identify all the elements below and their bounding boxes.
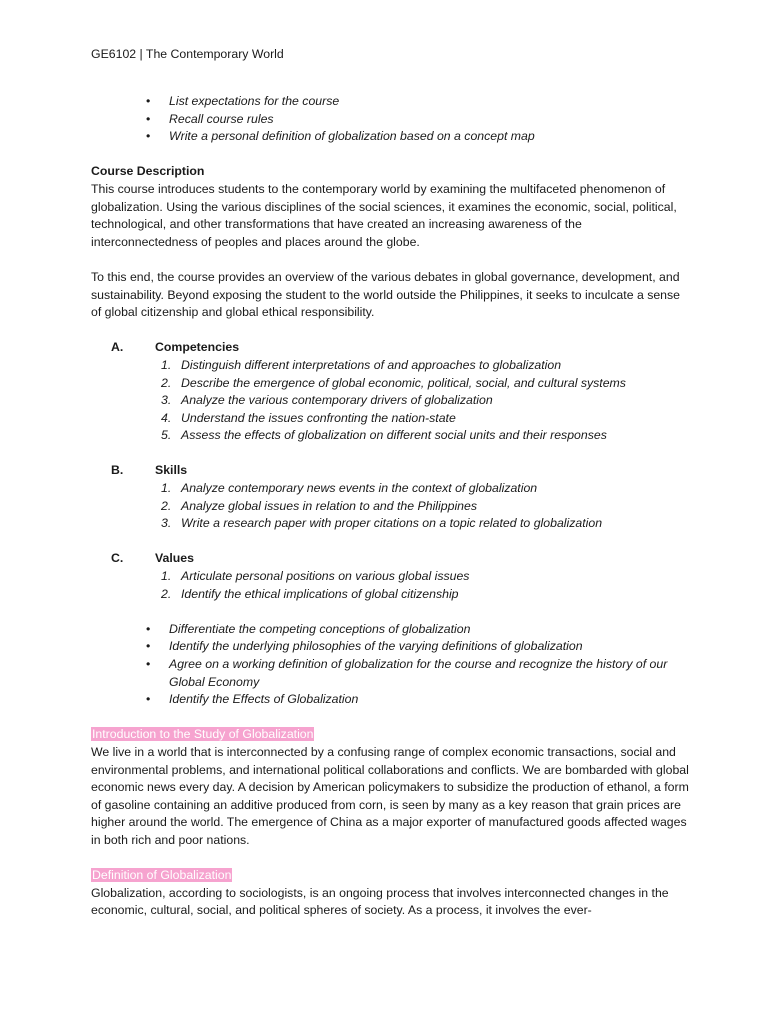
page-header: GE6102 | The Contemporary World [91,47,284,61]
list-item: 5. Assess the effects of globalization on different social units and their responses [161,428,607,443]
definition-section-paragraph: Globalization, according to sociologists, is an ongoing process that involves interconnected changes in the economic, cultural, social, and political spheres of society. As a process, it involves the ever- [91,885,669,918]
list-item: 2. Analyze global issues in relation to and the Philippines [161,498,477,513]
course-description-paragraph: To this end, the course provides an overview of the various debates in global governance, development, and sustainability. Beyond exposing the student to the world outside the Philippines, it seeks to inculcate a sense of global citizenship and global ethical responsibility. [91,269,681,320]
section-heading-skills: B. Skills [111,463,188,478]
list-item: 1. Analyze contemporary news events in the context of globalization [161,481,538,496]
list-item: • Write a personal definition of globalization based on a concept map [91,128,691,146]
list-item: 2. Describe the emergence of global economic, political, social, and cultural systems [161,375,626,390]
list-item: 3. Write a research paper with proper citations on a topic related to globalization [161,516,603,531]
list-item: 3. Analyze the various contemporary drivers of globalization [161,393,493,408]
document-body [91,93,691,920]
section-heading-values: C. Values [111,551,194,566]
list-item: 2. Identify the ethical implications of global citizenship [161,586,459,601]
competencies-list [91,357,691,445]
list-item: • Agree on a working definition of globalization for the course and recognize the history of our Global Economy [91,656,691,691]
list-item: 4. Understand the issues confronting the nation-state [161,410,456,425]
list-item: • Recall course rules [91,111,691,129]
course-description-heading: Course Description [91,164,205,179]
list-item: • Identify the underlying philosophies of the varying definitions of globalization [91,638,691,656]
list-item: • Identify the Effects of Globalization [91,691,691,709]
intro-section-paragraph: We live in a world that is interconnected by a confusing range of complex economic transactions, social and environmental problems, and international political collaborations and conflicts. We are bombarded with global economic news every day. A decision by American policymakers to subsidize the production of ethanol, a form of gasoline containing an additive produced from corn, is seen by many as a key reason that grain prices are higher around the world. The emergence of China as a major exporter of manufactured goods affected wages in both rich and poor nations. [91,744,689,847]
skills-list [91,480,691,533]
list-item: • Differentiate the competing conceptions of globalization [91,621,691,639]
intro-section-heading: Introduction to the Study of Globalization [92,727,314,742]
list-item: • List expectations for the course [91,93,691,111]
definition-section-heading: Definition of Globalization [92,868,232,883]
values-list [91,568,691,603]
objectives-bullet-list [91,621,691,709]
course-description-paragraph: This course introduces students to the contemporary world by examining the multifaceted phenomenon of globalization. Using the various disciplines of the social sciences, it examines the economic, social, political, technological, and other transformations that have created an increasing awareness of the interconnectedness of peoples and places around the globe. [91,181,677,249]
list-item: 1. Articulate personal positions on various global issues [161,569,470,584]
intro-bullet-list [91,93,691,146]
list-item: 1. Distinguish different interpretations of and approaches to globalization [161,357,562,372]
section-heading-competencies: A. Competencies [111,340,240,355]
